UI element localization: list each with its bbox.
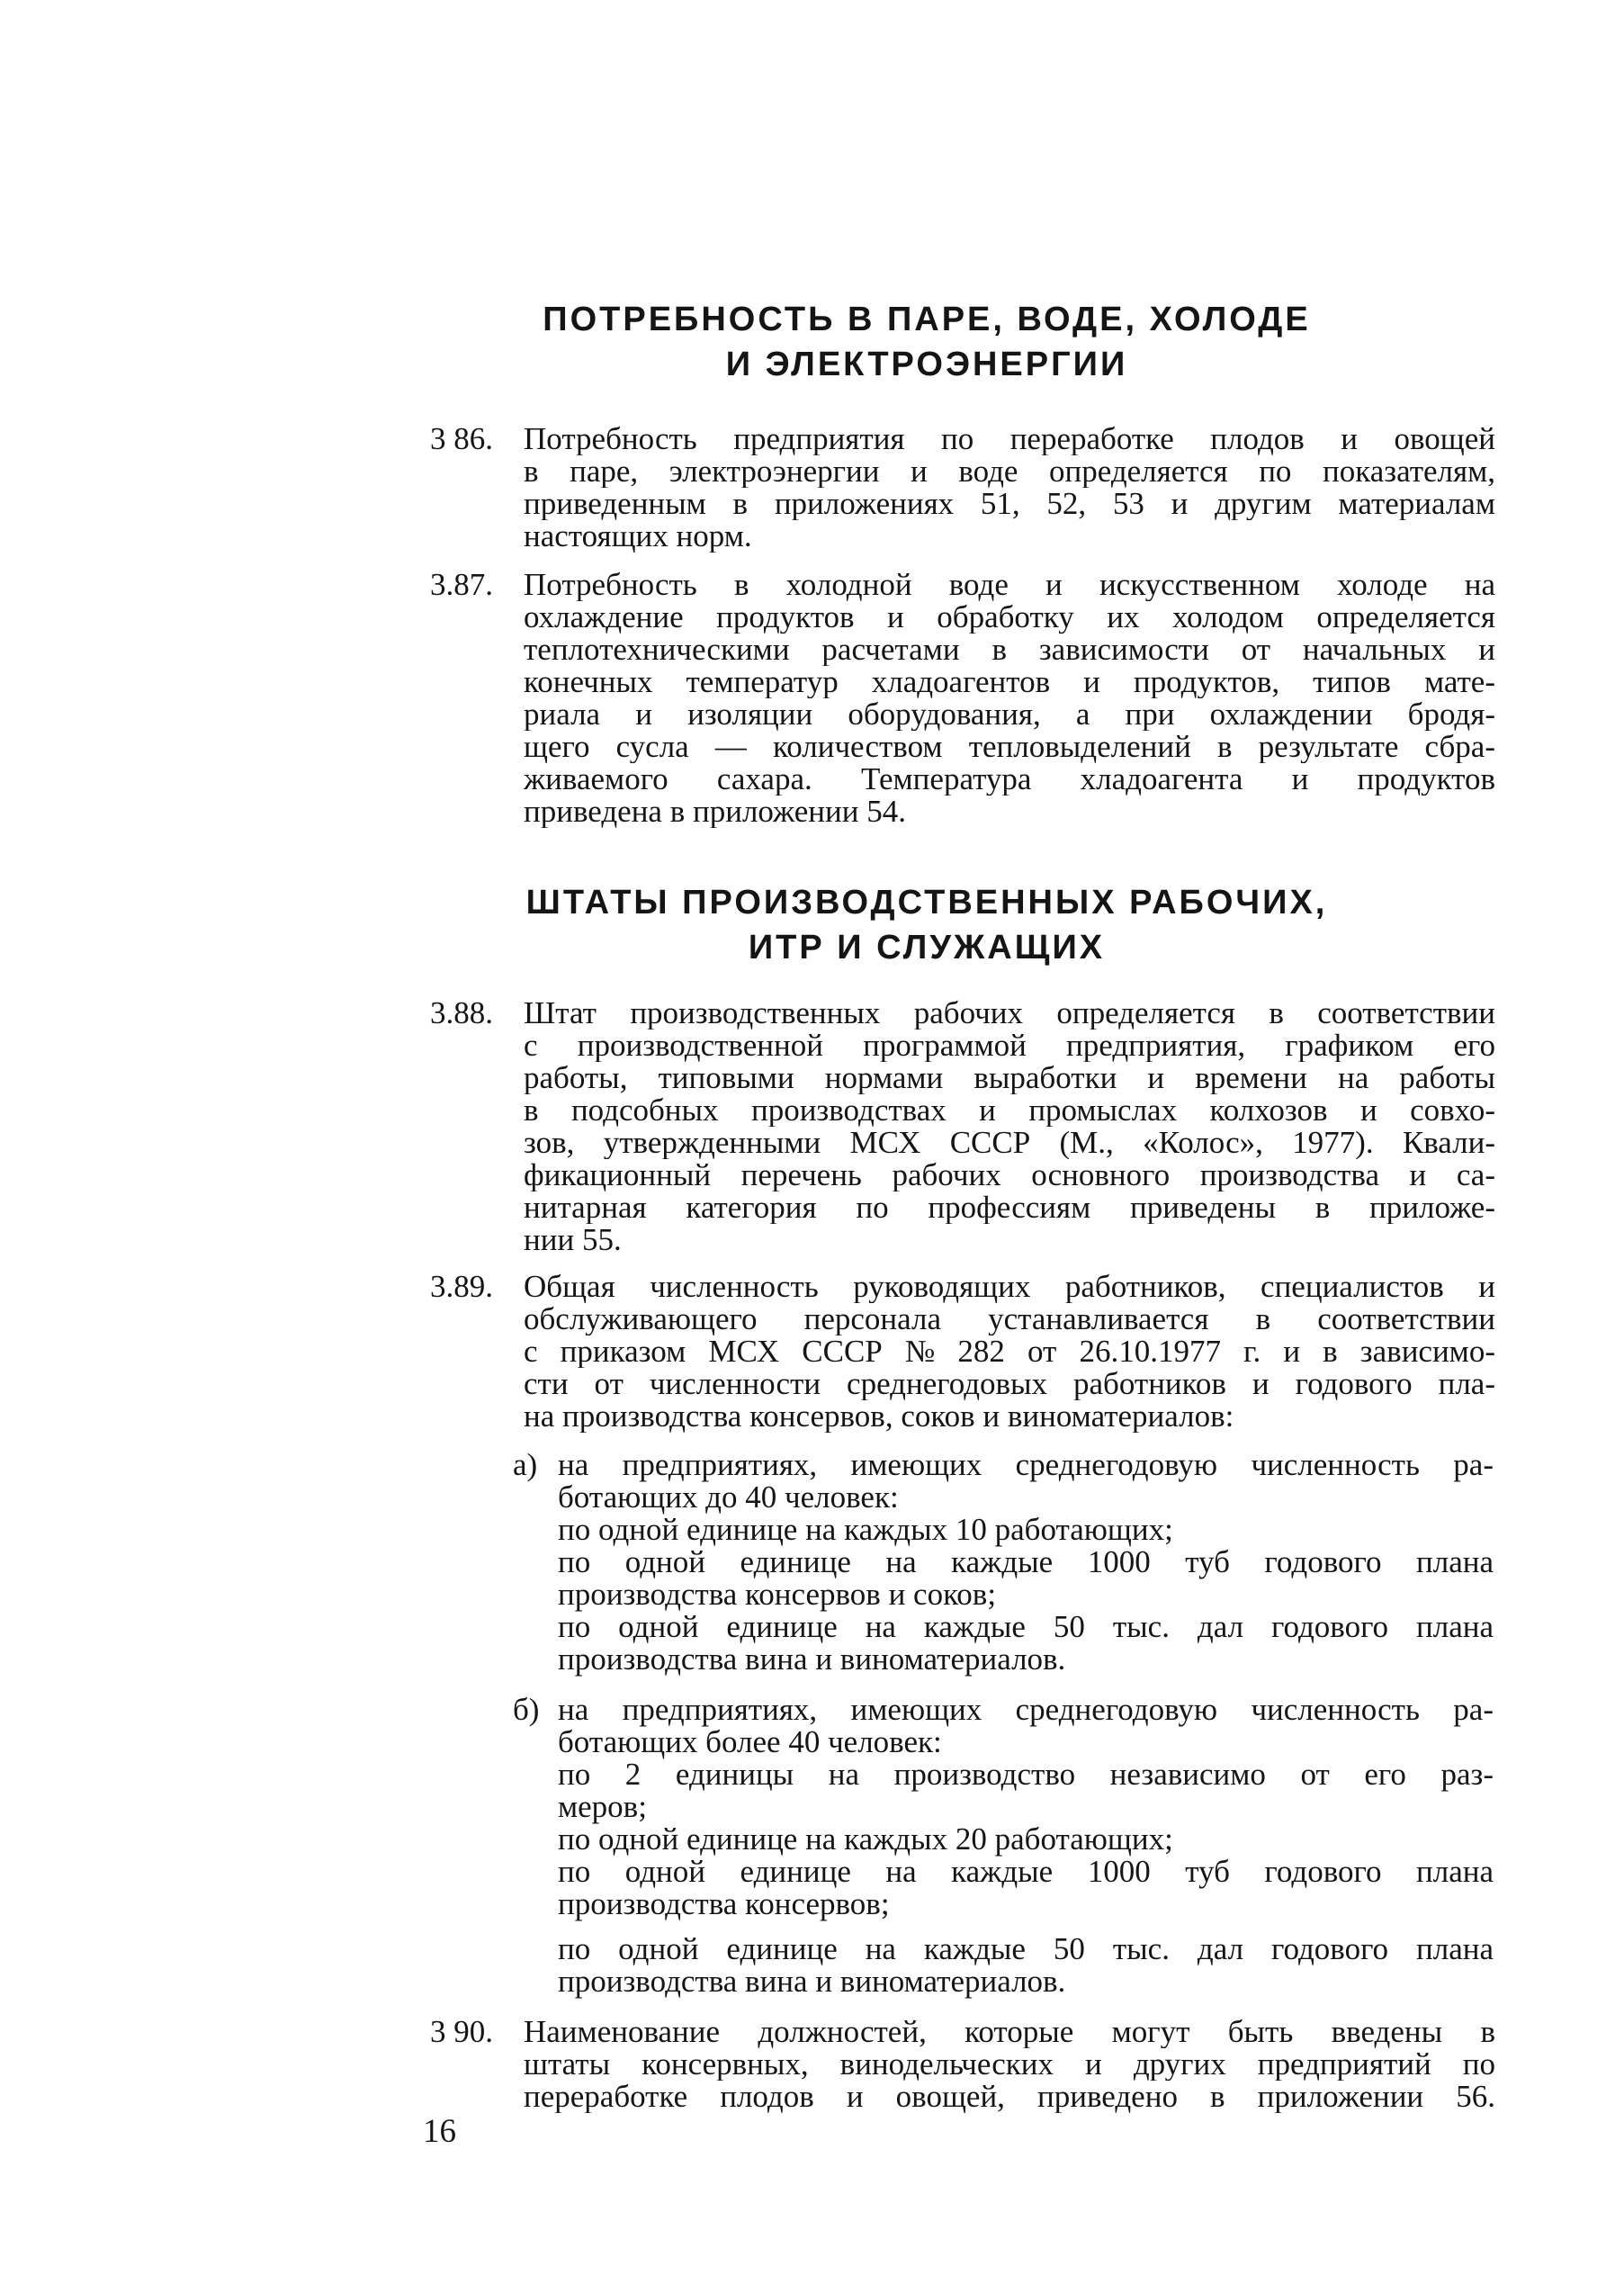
- list-marker: б): [513, 1692, 540, 1727]
- text-line: на производства консервов, соков и виноматериалов:: [524, 1400, 1234, 1433]
- text-line: по одной единице на каждых 20 работающих;: [558, 1821, 1173, 1857]
- text-line: Штат производственных рабочих определяется в соответствии: [524, 997, 1495, 1030]
- text-line: Потребность предприятия по переработке плодов и овощей: [524, 423, 1495, 455]
- text-line: нии 55.: [524, 1224, 622, 1256]
- text-line: производства вина и виноматериалов.: [558, 1964, 1066, 1999]
- text-line: с производственной программой предприятия, графиком его: [524, 1030, 1495, 1062]
- text-line: сти от численности среднегодовых работников и годового пла-: [524, 1368, 1495, 1400]
- text-line: обслуживающего персонала устанавливается в соответствии: [524, 1303, 1495, 1335]
- paragraph-number: 3.88.: [430, 995, 493, 1030]
- paragraph-number: 3 90.: [430, 2014, 493, 2049]
- text-line: штаты консервных, винодельческих и других предприятий по: [524, 2048, 1495, 2081]
- text-line: Наименование должностей, которые могут быть введены в: [524, 2016, 1495, 2048]
- heading-line: И ЭЛЕКТРОЭНЕРГИИ: [725, 346, 1128, 383]
- text-line: по одной единице на каждые 1000 туб годового плана: [558, 1854, 1494, 1889]
- text-line: по одной единице на каждые 50 тыс. дал годового плана: [558, 1931, 1494, 1966]
- text-line: производства консервов;: [558, 1886, 890, 1921]
- paragraph-number: 3.89.: [430, 1269, 493, 1304]
- text-line: живаемого сахара. Температура хладоагента и продуктов: [524, 763, 1495, 796]
- text-line: фикационный перечень рабочих основного производства и са-: [524, 1159, 1495, 1191]
- text-line: по одной единице на каждых 10 работающих;: [558, 1512, 1173, 1547]
- paragraph-3-87: [430, 569, 1510, 828]
- text-line: приведенным в приложениях 51, 52, 53 и другим материалам: [524, 488, 1495, 520]
- section-heading-utilities: [432, 297, 1422, 387]
- heading-line: ПОТРЕБНОСТЬ В ПАРЕ, ВОДЕ, ХОЛОДЕ: [543, 301, 1311, 338]
- text-line: ботающих до 40 человек:: [558, 1479, 899, 1515]
- text-line: Потребность в холодной воде и искусственном холоде на: [524, 569, 1495, 601]
- text-line: щего сусла — количеством тепловыделений в результате сбра-: [524, 731, 1495, 763]
- heading-line: ИТР И СЛУЖАЩИХ: [748, 929, 1106, 967]
- text-line: производства вина и виноматериалов.: [558, 1641, 1066, 1677]
- text-line: на предприятиях, имеющих среднегодовую численность ра-: [558, 1692, 1494, 1727]
- text-line: работы, типовыми нормами выработки и времени на работы: [524, 1062, 1495, 1094]
- list-item-a: [513, 1449, 1512, 1676]
- paragraph-number: 3.87.: [430, 567, 493, 602]
- text-line: риала и изоляции оборудования, а при охлаждении бродя-: [524, 698, 1495, 731]
- list-item-b: [513, 1694, 1512, 1998]
- paragraph-number: 3 86.: [430, 421, 493, 456]
- text-line: зов, утвержденными МСХ СССР (М., «Колос», 1977). Квали-: [524, 1127, 1495, 1159]
- heading-line: ШТАТЫ ПРОИЗВОДСТВЕННЫХ РАБОЧИХ,: [525, 884, 1328, 922]
- text-line: конечных температур хладоагентов и продуктов, типов мате-: [524, 666, 1495, 698]
- text-line: теплотехническими расчетами в зависимости от начальных и: [524, 634, 1495, 666]
- text-line: производства консервов и соков;: [558, 1577, 997, 1612]
- text-line: ботающих более 40 человек:: [558, 1724, 942, 1759]
- text-line: переработке плодов и овощей, приведено в приложении 56.: [524, 2081, 1495, 2113]
- text-line: Общая численность руководящих работников, специалистов и: [524, 1271, 1495, 1303]
- text-line: в подсобных производствах и промыслах колхозов и совхо-: [524, 1094, 1495, 1127]
- text-line: по 2 единицы на производство независимо от его раз-: [558, 1757, 1494, 1792]
- section-heading-staff: [432, 880, 1422, 970]
- paragraph-3-86: [430, 423, 1510, 553]
- text-line: в паре, электроэнергии и воде определяется по показателям,: [524, 455, 1495, 488]
- text-line: охлаждение продуктов и обработку их холодом определяется: [524, 601, 1495, 634]
- text-line: с приказом МСХ СССР № 282 от 26.10.1977 г. и в зависимо-: [524, 1335, 1495, 1368]
- text-line: приведена в приложении 54.: [524, 796, 906, 828]
- page-number: 16: [423, 2113, 456, 2150]
- text-line: по одной единице на каждые 50 тыс. дал годового плана: [558, 1609, 1494, 1644]
- paragraph-3-88: [430, 997, 1510, 1256]
- text-line: на предприятиях, имеющих среднегодовую численность ра-: [558, 1447, 1494, 1482]
- text-line: меров;: [558, 1789, 647, 1824]
- list-marker: а): [513, 1447, 538, 1482]
- text-line: нитарная категория по профессиям приведены в приложе-: [524, 1191, 1495, 1224]
- text-line: по одной единице на каждые 1000 туб годового плана: [558, 1544, 1494, 1579]
- text-line: настоящих норм.: [524, 520, 752, 553]
- paragraph-3-90: [430, 2016, 1510, 2113]
- paragraph-3-89: [430, 1271, 1510, 1433]
